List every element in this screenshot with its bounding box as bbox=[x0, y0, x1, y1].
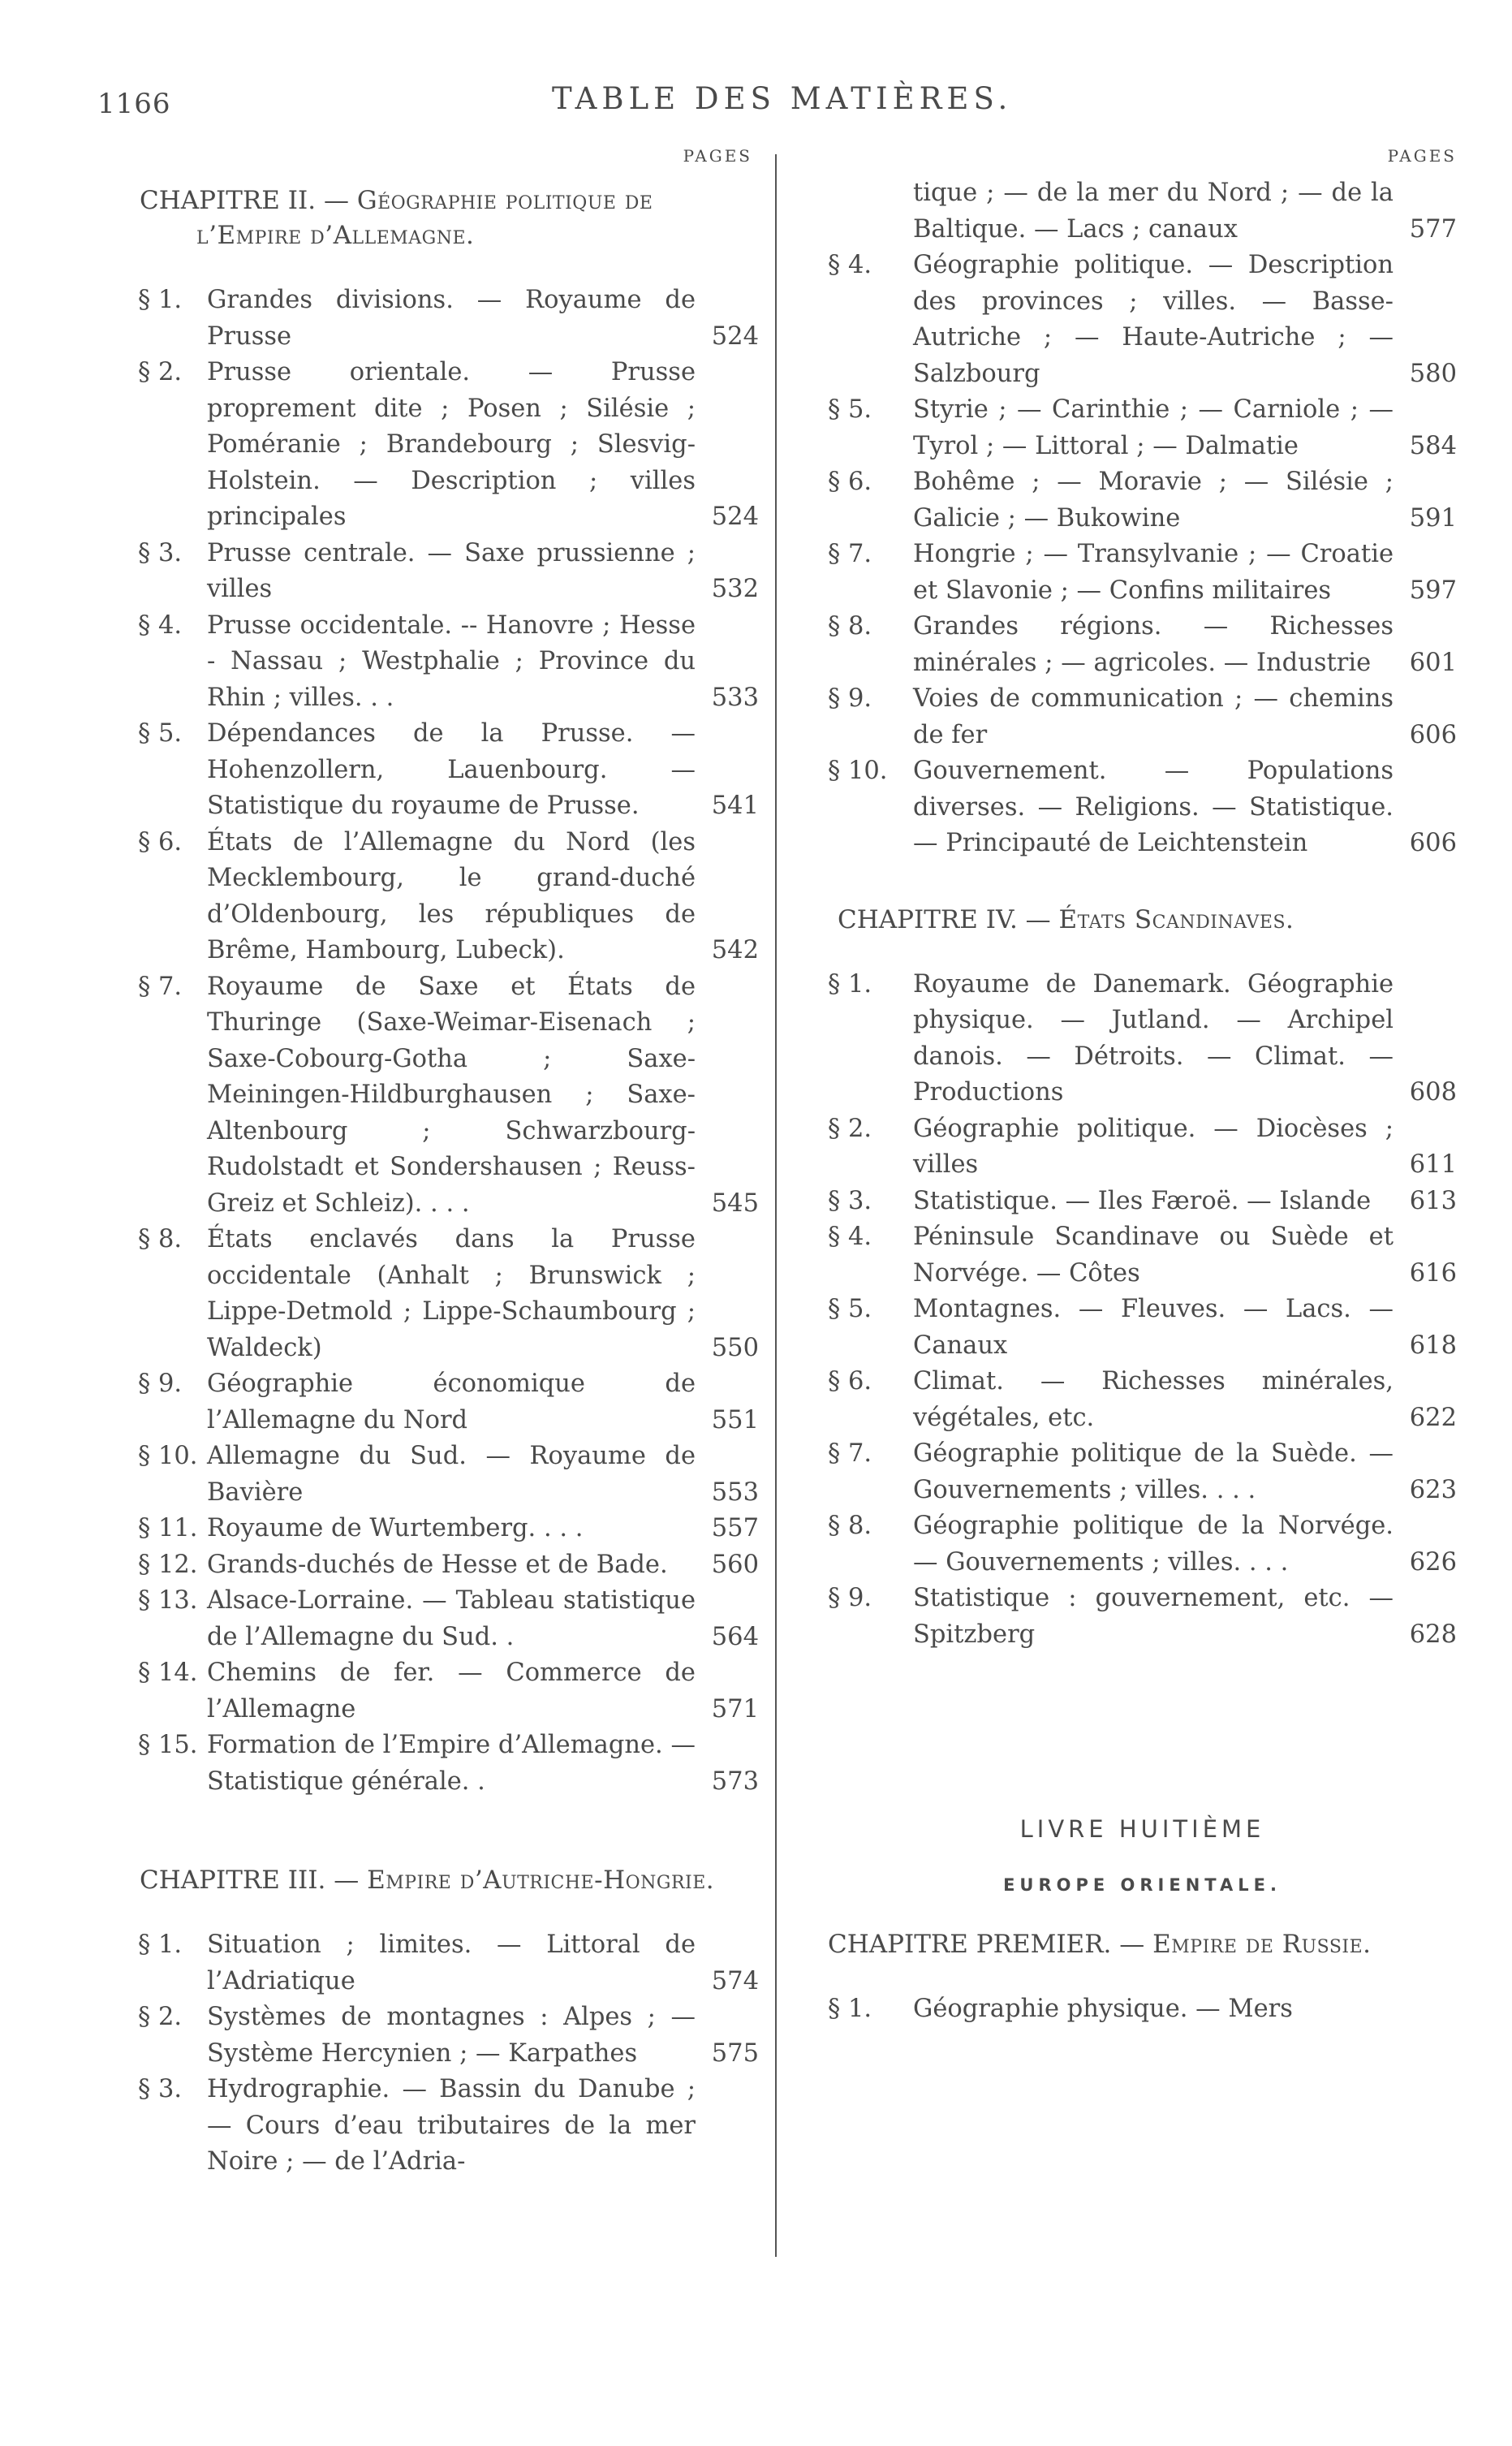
section-title: Grandes régions. — Richesses minérales ; — agricoles. — Industrie bbox=[913, 612, 1394, 677]
page-ref: 616 bbox=[1409, 1258, 1457, 1288]
toc-entry[interactable] bbox=[828, 537, 1457, 609]
page-ref: 550 bbox=[711, 1333, 759, 1362]
toc-entry[interactable] bbox=[828, 1436, 1457, 1508]
section-number: § 12. bbox=[138, 1550, 198, 1579]
section-number: § 5. bbox=[828, 1295, 872, 1323]
toc-entry[interactable] bbox=[828, 967, 1457, 1111]
page-ref: 606 bbox=[1409, 829, 1457, 857]
chapter-3-heading bbox=[140, 1863, 759, 1898]
section-title: Climat. — Richesses minérales, végétales, etc. bbox=[913, 1367, 1394, 1432]
section-title: Royaume de Saxe et États de Thuringe (Saxe-Weimar-Eisenach ; Saxe-Cobourg-Gotha ; Saxe-Meiningen-Hildburghausen ; Saxe-Altenbourg ; Schwarzbourg-Rudolstadt et Sondershausen ; Reuss-Greiz et Schleiz). . . . bbox=[207, 972, 696, 1218]
section-title: Prusse centrale. — Saxe prussienne ; villes bbox=[207, 538, 696, 603]
section-number: § 4. bbox=[828, 251, 872, 279]
chapter-2-entries bbox=[130, 283, 759, 1800]
page-number: 1166 bbox=[97, 88, 171, 120]
section-number: § 9. bbox=[828, 1584, 872, 1612]
section-number: § 8. bbox=[828, 612, 872, 641]
section-number: § 9. bbox=[828, 684, 872, 713]
section-title: Hongrie ; — Transylvanie ; — Croatie et Slavonie ; — Confins militaires bbox=[913, 540, 1394, 605]
section-number: § 3. bbox=[138, 538, 183, 567]
toc-entry[interactable] bbox=[828, 753, 1457, 862]
toc-entry[interactable] bbox=[130, 355, 759, 536]
section-title: États enclavés dans la Prusse occidentale (Anhalt ; Brunswick ; Lippe-Detmold ; Lippe-Schaumbourg ; Waldeck) bbox=[207, 1225, 696, 1362]
section-number: § 8. bbox=[828, 1512, 872, 1540]
toc-entry[interactable] bbox=[130, 1222, 759, 1366]
column-divider bbox=[775, 154, 777, 2257]
section-title: tique ; — de la mer du Nord ; — de la Baltique. — Lacs ; canaux bbox=[913, 179, 1394, 244]
page-ref: 584 bbox=[1409, 431, 1457, 460]
toc-entry[interactable] bbox=[130, 716, 759, 825]
page-ref: 575 bbox=[711, 2038, 759, 2068]
section-title: Géographie politique. — Diocèses ; villes bbox=[913, 1114, 1394, 1179]
toc-entry[interactable] bbox=[130, 2072, 759, 2181]
page-ref: 524 bbox=[711, 321, 759, 351]
page-ref: 606 bbox=[1409, 720, 1457, 749]
toc-entry[interactable] bbox=[130, 536, 759, 608]
page-title: TABLE DES MATIÈRES. bbox=[552, 81, 1013, 116]
section-title: Alsace-Lorraine. — Tableau statistique de l’Allemagne du Sud. . bbox=[207, 1586, 696, 1651]
livre-heading: LIVRE HUITIÈME bbox=[1019, 1815, 1265, 1843]
toc-entry[interactable] bbox=[828, 1364, 1457, 1436]
page-ref: 560 bbox=[711, 1550, 759, 1579]
page-ref: 574 bbox=[711, 1966, 759, 1995]
toc-entry[interactable] bbox=[828, 1219, 1457, 1292]
section-number: § 10. bbox=[138, 1442, 198, 1470]
toc-entry[interactable] bbox=[130, 1927, 759, 2000]
section-title: Géographie physique. — Mers bbox=[913, 1995, 1293, 2023]
toc-entry[interactable] bbox=[130, 969, 759, 1223]
section-number: § 11. bbox=[138, 1514, 198, 1542]
page-ref: 611 bbox=[1409, 1150, 1457, 1179]
section-number: § 13. bbox=[138, 1586, 198, 1615]
section-number: § 4. bbox=[828, 1223, 872, 1251]
toc-entry[interactable] bbox=[828, 248, 1457, 392]
chapter-3-number: CHAPITRE III. — bbox=[140, 1866, 360, 1895]
chapter-2-title: Géographie politique de l’Empire d’Allemagne. bbox=[196, 186, 653, 250]
toc-entry[interactable] bbox=[130, 825, 759, 969]
toc-entry[interactable] bbox=[130, 1655, 759, 1728]
toc-entry[interactable] bbox=[828, 1184, 1457, 1220]
toc-entry[interactable] bbox=[130, 1728, 759, 1800]
page-ref: 533 bbox=[711, 683, 759, 712]
page-ref: 601 bbox=[1409, 648, 1457, 677]
section-title: Situation ; limites. — Littoral de l’Adriatique bbox=[207, 1930, 696, 1995]
section-number: § 15. bbox=[138, 1731, 198, 1759]
section-title: Géographie politique. — Description des provinces ; villes. — Basse-Autriche ; — Haute-Autriche ; — Salzbourg bbox=[913, 251, 1394, 388]
section-title: Chemins de fer. — Commerce de l’Allemagne bbox=[207, 1659, 696, 1723]
section-number: § 6. bbox=[138, 827, 183, 856]
section-number: § 1. bbox=[828, 969, 872, 999]
section-number: § 1. bbox=[138, 286, 183, 314]
chapter-premier-heading bbox=[828, 1927, 1457, 1962]
page-ref: 608 bbox=[1409, 1078, 1457, 1107]
section-number: § 2. bbox=[138, 358, 183, 386]
section-number: § 9. bbox=[138, 1370, 183, 1398]
page-ref: 545 bbox=[711, 1188, 759, 1218]
section-number: § 3. bbox=[138, 2075, 183, 2103]
section-title: Statistique. — Iles Færoë. — Islande bbox=[913, 1186, 1372, 1215]
section-number: § 2. bbox=[828, 1114, 872, 1143]
section-title: Statistique : gouvernement, etc. — Spitzberg bbox=[913, 1584, 1394, 1649]
livre-subheading: EUROPE ORIENTALE. bbox=[1003, 1875, 1282, 1895]
page-ref: 623 bbox=[1409, 1475, 1457, 1504]
section-title: Gouvernement. — Populations diverses. — Religions. — Statistique. — Principauté de Leichtenstein bbox=[913, 757, 1394, 857]
chapter-3-title: Empire d’Autriche-Hongrie. bbox=[367, 1866, 715, 1895]
toc-entry[interactable] bbox=[130, 1439, 759, 1511]
toc-entry[interactable] bbox=[828, 609, 1457, 681]
section-number: § 1. bbox=[138, 1930, 183, 1959]
chapter-3-continued-entries bbox=[828, 175, 1457, 862]
chapter-4-title: États Scandinaves. bbox=[1058, 904, 1294, 934]
page-ref: 557 bbox=[711, 1514, 759, 1542]
toc-entry[interactable] bbox=[828, 175, 1457, 248]
page-ref: 573 bbox=[711, 1767, 759, 1796]
section-title: Voies de communication ; — chemins de fer bbox=[913, 684, 1394, 749]
left-column bbox=[130, 146, 759, 2181]
pages-label-left: PAGES bbox=[683, 146, 752, 166]
toc-entry[interactable] bbox=[828, 681, 1457, 753]
chapter-4-number: CHAPITRE IV. — bbox=[838, 904, 1051, 934]
page-ref: 553 bbox=[711, 1478, 759, 1507]
toc-entry[interactable] bbox=[130, 1366, 759, 1439]
toc-entry[interactable] bbox=[130, 1583, 759, 1655]
toc-entry[interactable] bbox=[130, 2000, 759, 2072]
page-ref: 542 bbox=[711, 936, 759, 964]
page-ref: 571 bbox=[711, 1694, 759, 1723]
page-ref: 524 bbox=[711, 503, 759, 531]
chapter-2-number: CHAPITRE II. — bbox=[140, 186, 349, 215]
toc-entry[interactable] bbox=[130, 283, 759, 355]
section-number: § 6. bbox=[828, 468, 872, 496]
section-number: § 10. bbox=[828, 757, 888, 785]
section-title: Prusse orientale. — Prusse proprement dite ; Posen ; Silésie ; Poméranie ; Brandebourg ; Slesvig-Holstein. — Description ; villes principales bbox=[207, 358, 696, 531]
section-number: § 7. bbox=[828, 1439, 872, 1468]
page-ref: 577 bbox=[1409, 214, 1457, 244]
chapter-premier-title: Empire de Russie. bbox=[1152, 1930, 1372, 1959]
section-title: Montagnes. — Fleuves. — Lacs. — Canaux bbox=[913, 1295, 1394, 1360]
section-title: Royaume de Danemark. Géographie physique. — Jutland. — Archipel danois. — Détroits. — Climat. — Productions bbox=[913, 969, 1394, 1107]
toc-entry[interactable] bbox=[828, 392, 1457, 464]
page-ref: 626 bbox=[1409, 1547, 1457, 1577]
section-number: § 7. bbox=[828, 540, 872, 568]
toc-entry[interactable] bbox=[828, 1508, 1457, 1581]
chapter-premier-number: CHAPITRE PREMIER. — bbox=[828, 1930, 1145, 1959]
page-ref: 597 bbox=[1409, 576, 1457, 605]
chapter-4-entries bbox=[828, 967, 1457, 1654]
section-number: § 6. bbox=[828, 1367, 872, 1396]
section-title: Formation de l’Empire d’Allemagne. — Statistique générale. . bbox=[207, 1731, 696, 1796]
section-number: § 2. bbox=[138, 2003, 183, 2031]
section-number: § 1. bbox=[828, 1995, 872, 2023]
section-title: Prusse occidentale. -- Hanovre ; Hesse - Nassau ; Westphalie ; Province du Rhin ; villes. . . bbox=[207, 610, 696, 712]
pages-label-right: PAGES bbox=[1387, 146, 1457, 166]
section-number: § 4. bbox=[138, 610, 183, 640]
section-title: Royaume de Wurtemberg. . . . bbox=[207, 1514, 584, 1542]
toc-entry[interactable] bbox=[828, 1581, 1457, 1653]
section-title: États de l’Allemagne du Nord (les Mecklembourg, le grand-duché d’Oldenbourg, les républiques de Brême, Hambourg, Lubeck). bbox=[207, 827, 696, 964]
section-title: Allemagne du Sud. — Royaume de Bavière bbox=[207, 1442, 696, 1507]
section-title: Systèmes de montagnes : Alpes ; — Système Hercynien ; — Karpathes bbox=[207, 2003, 696, 2068]
section-title: Hydrographie. — Bassin du Danube ; — Cours d’eau tributaires de la mer Noire ; — de l’Adria- bbox=[207, 2075, 696, 2176]
page-ref: 541 bbox=[711, 792, 759, 820]
section-title: Grands-duchés de Hesse et de Bade. bbox=[207, 1550, 668, 1579]
toc-entry[interactable] bbox=[130, 608, 759, 717]
section-title: Géographie politique de la Suède. — Gouvernements ; villes. . . . bbox=[913, 1439, 1394, 1504]
chapter-2-heading bbox=[140, 183, 759, 253]
toc-entry[interactable] bbox=[828, 1111, 1457, 1184]
page-ref: 613 bbox=[1409, 1186, 1457, 1215]
toc-entry[interactable] bbox=[828, 1991, 1457, 2028]
section-number: § 7. bbox=[138, 972, 183, 1001]
right-column bbox=[828, 146, 1457, 2028]
section-title: Géographie politique de la Norvége. — Gouvernements ; villes. . . . bbox=[913, 1512, 1394, 1577]
section-title: Grandes divisions. — Royaume de Prusse bbox=[207, 286, 696, 351]
section-title: Géographie économique de l’Allemagne du Nord bbox=[207, 1370, 696, 1434]
page-ref: 622 bbox=[1409, 1403, 1457, 1432]
page-ref: 564 bbox=[711, 1622, 759, 1651]
section-title: Styrie ; — Carinthie ; — Carniole ; — Tyrol ; — Littoral ; — Dalmatie bbox=[913, 395, 1394, 460]
toc-entry[interactable] bbox=[130, 1511, 759, 1547]
section-number: § 8. bbox=[138, 1225, 183, 1253]
page-ref: 628 bbox=[1409, 1620, 1457, 1649]
section-title: Péninsule Scandinave ou Suède et Norvége. — Côtes bbox=[913, 1223, 1394, 1288]
page-ref: 591 bbox=[1409, 503, 1457, 533]
section-title: Bohême ; — Moravie ; — Silésie ; Galicie ; — Bukowine bbox=[913, 468, 1394, 533]
chapter-4-heading bbox=[838, 903, 1457, 938]
page-ref: 551 bbox=[711, 1405, 759, 1434]
chapter-3-entries bbox=[130, 1927, 759, 2181]
section-title: Dépendances de la Prusse. — Hohenzollern, Lauenbourg. — Statistique du royaume de Prusse. bbox=[207, 719, 696, 820]
toc-entry[interactable] bbox=[828, 1292, 1457, 1364]
section-number: § 3. bbox=[828, 1186, 872, 1215]
toc-entry[interactable] bbox=[828, 464, 1457, 537]
section-number: § 14. bbox=[138, 1659, 198, 1687]
page-ref: 532 bbox=[711, 575, 759, 603]
page-ref: 618 bbox=[1409, 1331, 1457, 1360]
page-ref: 580 bbox=[1409, 359, 1457, 388]
section-number: § 5. bbox=[828, 395, 872, 424]
section-number: § 5. bbox=[138, 719, 183, 748]
toc-entry[interactable] bbox=[130, 1547, 759, 1584]
